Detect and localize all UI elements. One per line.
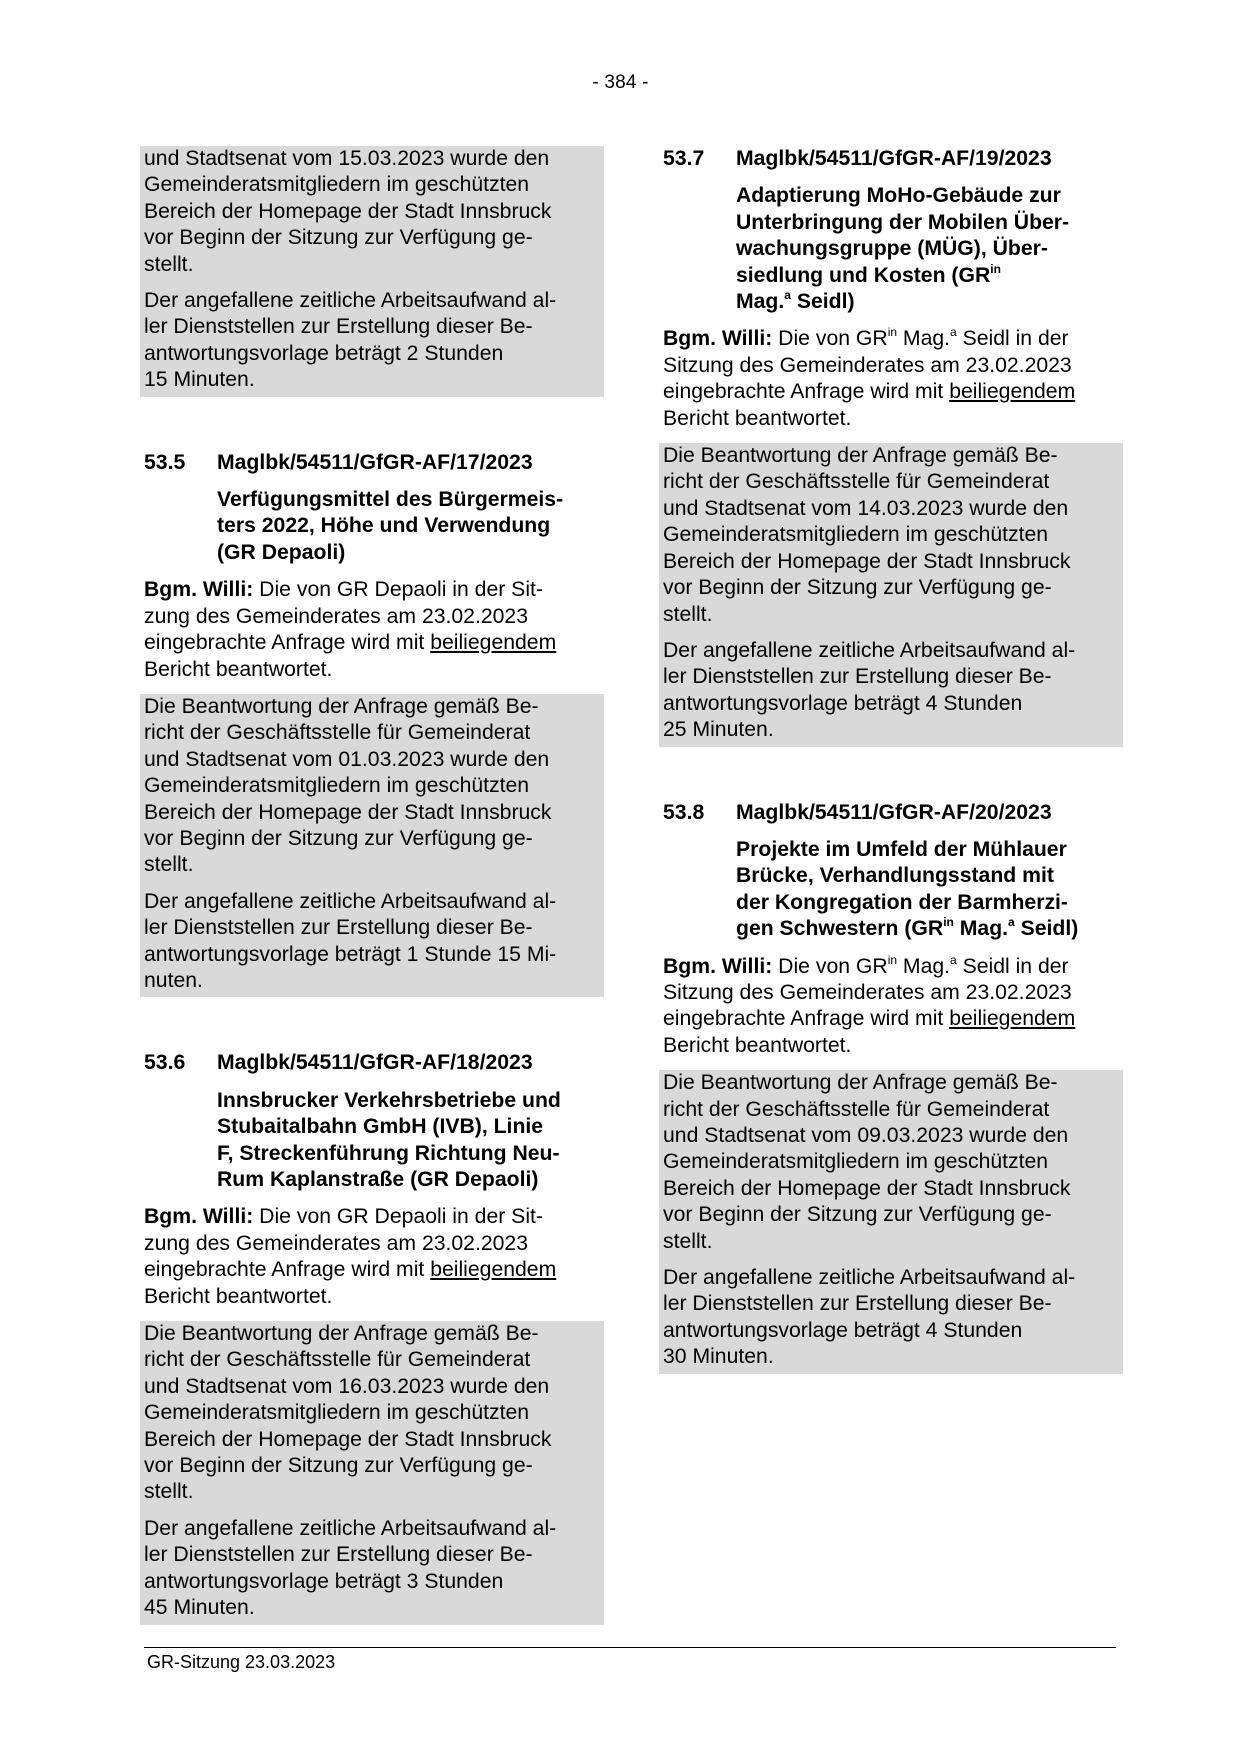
effort-text: Der angefallene zeitliche Arbeitsaufwand al- ler Dienststellen zur Erstellung dieser Be- antwortungsvorlage beträgt 4 Stunden 30 Minuten. [663, 1266, 1076, 1369]
section-number: 53.7 [663, 147, 705, 170]
section-heading [663, 800, 1120, 826]
attachment-link[interactable]: beiliegendem [949, 380, 1076, 404]
section-reference: Maglbk/54511/GfGR-AF/17/2023 [217, 450, 533, 474]
continued-effort-text: Der angefallene zeitliche Arbeitsaufwand al- ler Dienststellen zur Erstellung dieser Be- antwortungsvorlage beträgt 2 Stunden 15 Minuten. [144, 289, 557, 392]
section-subject: Innsbrucker Verkehrsbetriebe und Stubaitalbahn GmbH (IVB), Linie F, Streckenführung Richtung Neu- Rum Kaplanstraße (GR Depaoli) [217, 1088, 561, 1191]
section-number: 53.8 [663, 800, 705, 824]
answer-text: Die Beantwortung der Anfrage gemäß Be- richt der Geschäftsstelle für Gemeinderat und Stadtsenat vom 14.03.2023 wurde den Gemeinderatsmitgliedern im geschützten Bereich der Homepage der Stadt Innsbruck vor Beginn der Sitzung zur Verfügung ge- stellt. [663, 444, 1071, 626]
section-subject: Verfügungsmittel des Bürgermeis- ters 2022, Höhe und Verwendung (GR Depaoli) [217, 488, 564, 564]
answer-text: Die Beantwortung der Anfrage gemäß Be- richt der Geschäftsstelle für Gemeinderat und Stadtsenat vom 09.03.2023 wurde den Gemeinderatsmitgliedern im geschützten Bereich der Homepage der Stadt Innsbruck vor Beginn der Sitzung zur Verfügung ge- stellt. [663, 1071, 1071, 1253]
continued-answer-block [140, 146, 604, 397]
right-column [663, 146, 1120, 1374]
section-reference: Maglbk/54511/GfGR-AF/19/2023 [736, 147, 1052, 170]
section-reference: Maglbk/54511/GfGR-AF/18/2023 [217, 1051, 533, 1075]
speaker-label: Bgm. Willi: [663, 954, 773, 978]
speaker-label: Bgm. Willi: [144, 1205, 254, 1229]
section-subject: Adaptierung MoHo-Gebäude zur Unterbringung der Mobilen Über- wachungsgruppe (MÜG), Über- siedlung und Kosten ($GR^{in}$ Mag.$^a$ Seidl) [736, 184, 1070, 314]
left-column [144, 146, 601, 1625]
section-heading [144, 1050, 601, 1076]
section-reference: Maglbk/54511/GfGR-AF/20/2023 [736, 800, 1052, 824]
section-53-6 [144, 1050, 601, 1624]
speaker-label: Bgm. Willi: [663, 327, 773, 351]
effort-text: Der angefallene zeitliche Arbeitsaufwand al- ler Dienststellen zur Erstellung dieser Be- antwortungsvorlage beträgt 4 Stunden 25 Minuten. [663, 638, 1076, 742]
section-heading [663, 146, 1120, 172]
mayor-reply: Bgm. Willi: Die von GR Depaoli in der Sit- zung des Gemeinderates am 23.02.2023 eingebrachte Anfrage wird mit beiliegendem Bericht beantwortet. [144, 1205, 557, 1308]
footer-divider [144, 1647, 1116, 1648]
answer-block [659, 443, 1123, 746]
answer-text: Die Beantwortung der Anfrage gemäß Be- richt der Geschäftsstelle für Gemeinderat und Stadtsenat vom 01.03.2023 wurde den Gemeinderatsmitgliedern im geschützten Bereich der Homepage der Stadt Innsbruck vor Beginn der Sitzung zur Verfügung ge- stellt. [144, 694, 552, 877]
section-53-5 [144, 450, 601, 998]
continued-answer-text: und Stadtsenat vom 15.03.2023 wurde den Gemeinderatsmitgliedern im geschützten Bereich der Homepage der Stadt Innsbruck vor Beginn der Sitzung zur Verfügung ge- stellt. [144, 147, 552, 276]
answer-text: Die Beantwortung der Anfrage gemäß Be- richt der Geschäftsstelle für Gemeinderat und Stadtsenat vom 16.03.2023 wurde den Gemeinderatsmitgliedern im geschützten Bereich der Homepage der Stadt Innsbruck vor Beginn der Sitzung zur Verfügung ge- stellt. [144, 1322, 552, 1504]
answer-block [140, 1321, 604, 1624]
attachment-link[interactable]: beiliegendem [430, 631, 557, 655]
attachment-link[interactable]: beiliegendem [949, 1007, 1076, 1031]
footer-text: GR-Sitzung 23.03.2023 [147, 1652, 336, 1672]
section-53-7 [663, 146, 1120, 747]
section-subject: Projekte im Umfeld der Mühlauer Brücke, Verhandlungsstand mit der Kongregation der Barmherzi- gen Schwestern ($GR^{in}$ Mag.$^a$ Seidl) [736, 837, 1079, 941]
effort-text: Der angefallene zeitliche Arbeitsaufwand al- ler Dienststellen zur Erstellung dieser Be- antwortungsvorlage beträgt 1 Stunde 15 Mi- nuten. [144, 889, 557, 992]
mayor-reply: Bgm. Willi: Die von GR Depaoli in der Sit- zung des Gemeinderates am 23.02.2023 eingebrachte Anfrage wird mit beiliegendem Bericht beantwortet. [144, 578, 557, 681]
effort-text: Der angefallene zeitliche Arbeitsaufwand al- ler Dienststellen zur Erstellung dieser Be- antwortungsvorlage beträgt 3 Stunden 45 Minuten. [144, 1516, 557, 1620]
section-number: 53.6 [144, 1051, 186, 1075]
section-number: 53.5 [144, 450, 186, 474]
section-53-8 [663, 800, 1120, 1374]
mayor-reply: Bgm. Willi: Die von $GR^{in}$ Mag.$^a$ Seidl in der Sitzung des Gemeinderates am 23.02.2023 eingebrachte Anfrage wird mit beiliegendem Bericht beantwortet. [663, 952, 1076, 1057]
answer-block [659, 1070, 1123, 1373]
attachment-link[interactable]: beiliegendem [430, 1258, 557, 1282]
section-heading [144, 450, 601, 476]
answer-block [140, 694, 604, 997]
page-number: - 384 - [592, 72, 649, 93]
mayor-reply: Bgm. Willi: Die von $GR^{in}$ Mag.$^a$ Seidl in der Sitzung des Gemeinderates am 23.02.2023 eingebrachte Anfrage wird mit beiliegendem Bericht beantwortet. [663, 325, 1076, 430]
speaker-label: Bgm. Willi: [144, 578, 254, 602]
